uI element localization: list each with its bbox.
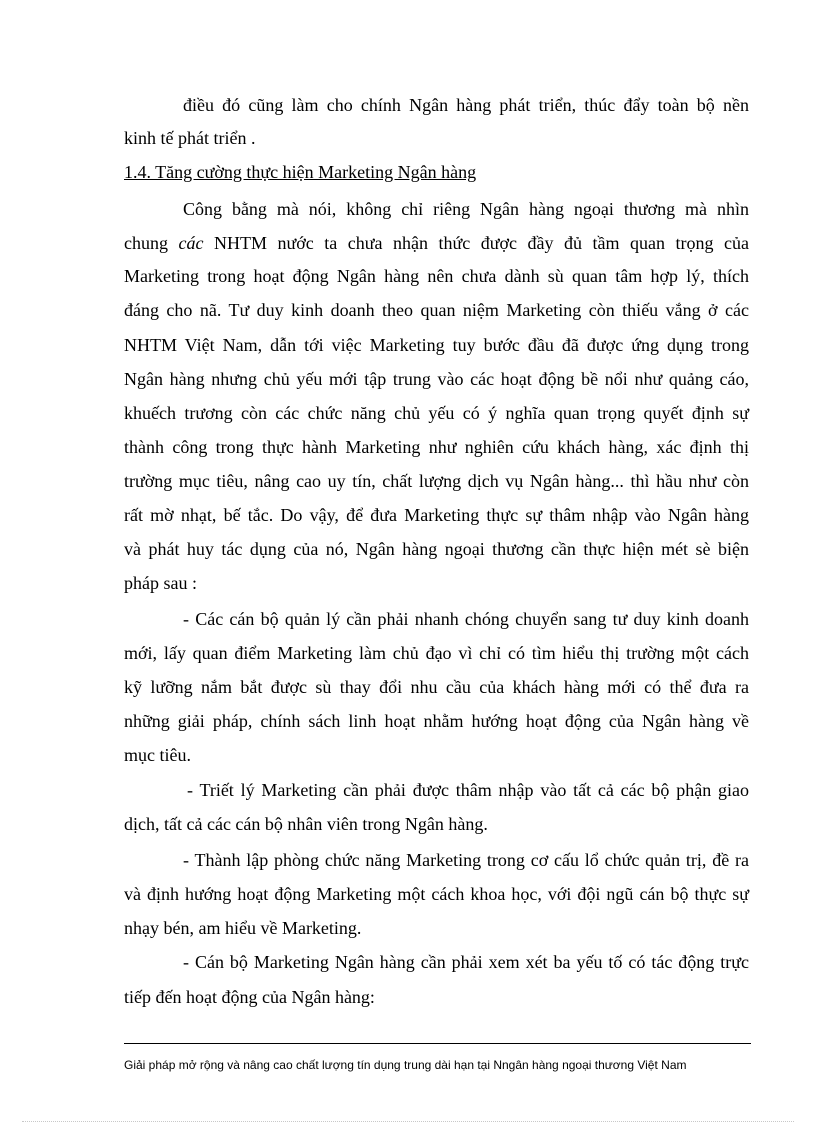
paragraph-line: mục tiêu. — [124, 745, 191, 765]
paragraph-line: - Thành lập phòng chức năng Marketing trong cơ cấu lổ chức quản trị, đề ra — [183, 850, 749, 870]
paragraph-line: NHTM Việt Nam, dẫn tới việc Marketing tuy bước đầu đã được ứng dụng trong — [124, 335, 749, 355]
text-run: chung — [124, 233, 179, 253]
paragraph-line: Công bằng mà nói, không chỉ riêng Ngân hàng ngoại thương mà nhìn — [183, 199, 749, 219]
paragraph-line: - Cán bộ Marketing Ngân hàng cần phải xem xét ba yếu tố có tác động trực — [183, 952, 749, 972]
paragraph-line: điều đó cũng làm cho chính Ngân hàng phát triển, thúc đẩy toàn bộ nền — [183, 95, 749, 115]
italic-text-run: các — [178, 233, 204, 253]
section-heading: 1.4. Tăng cường thực hiện Marketing Ngân hàng — [124, 162, 477, 182]
paragraph-line: thành công trong thực hành Marketing như nghiên cứu khách hàng, xác định thị — [124, 437, 749, 457]
paragraph-line: mới, lấy quan điểm Marketing làm chủ đạo vì chỉ có tìm hiểu thị trường một cách — [124, 643, 749, 663]
paragraph-line: những giải pháp, chính sách linh hoạt nhằm hướng hoạt động của Ngân hàng về — [124, 711, 749, 731]
paragraph-line: đáng cho nã. Tư duy kinh doanh theo quan niệm Marketing còn thiếu vắng ở các — [124, 300, 749, 320]
paragraph-line: Marketing trong hoạt động Ngân hàng nên chưa dành sù quan tâm hợp lý, thích — [124, 266, 749, 286]
paragraph-line: kinh tế phát triển . — [124, 128, 256, 148]
paragraph-line: tiếp đến hoạt động của Ngân hàng: — [124, 987, 375, 1007]
paragraph-line: rất mờ nhạt, bế tắc. Do vậy, để đưa Marketing thực sự thâm nhập vào Ngân hàng — [124, 505, 749, 525]
footer-divider — [124, 1043, 751, 1044]
paragraph-line: và phát huy tác dụng của nó, Ngân hàng ngoại thương cần thực hiện mét sè biện — [124, 539, 749, 559]
paragraph-line: trường mục tiêu, nâng cao uy tín, chất lượng dịch vụ Ngân hàng... thì hầu như còn — [124, 471, 749, 491]
paragraph-line: pháp sau : — [124, 573, 197, 593]
paragraph-line: dịch, tất cả các cán bộ nhân viên trong Ngân hàng. — [124, 814, 488, 834]
text-run: NHTM nước ta chưa nhận thức được đầy đủ tầm quan trọng của — [203, 233, 749, 253]
paragraph-line: Ngân hàng nhưng chủ yếu mới tập trung vào các hoạt động bề nổi như quảng cáo, — [124, 369, 749, 389]
paragraph-line: - Các cán bộ quản lý cần phải nhanh chóng chuyển sang tư duy kinh doanh — [183, 609, 749, 629]
paragraph-line — [124, 232, 749, 254]
paragraph-line: nhạy bén, am hiểu về Marketing. — [124, 918, 362, 938]
paragraph-line: kỹ lưỡng nắm bắt được sù thay đổi nhu cầu của khách hàng mới có thể đưa ra — [124, 677, 749, 697]
page-edge-divider — [22, 1121, 794, 1122]
running-footer: Giải pháp mở rộng và nâng cao chất lượng tín dụng trung dài hạn tại Nngân hàng ngoại thương Việt Nam — [124, 1058, 687, 1072]
paragraph-line: - Triết lý Marketing cần phải được thâm nhập vào tất cả các bộ phận giao — [187, 780, 749, 800]
paragraph-line: và định hướng hoạt động Marketing một cách khoa học, với đội ngũ cán bộ thực sự — [124, 884, 749, 904]
paragraph-line: khuếch trương còn các chức năng chủ yếu có ý nghĩa quan trọng quyết định sự — [124, 403, 749, 423]
